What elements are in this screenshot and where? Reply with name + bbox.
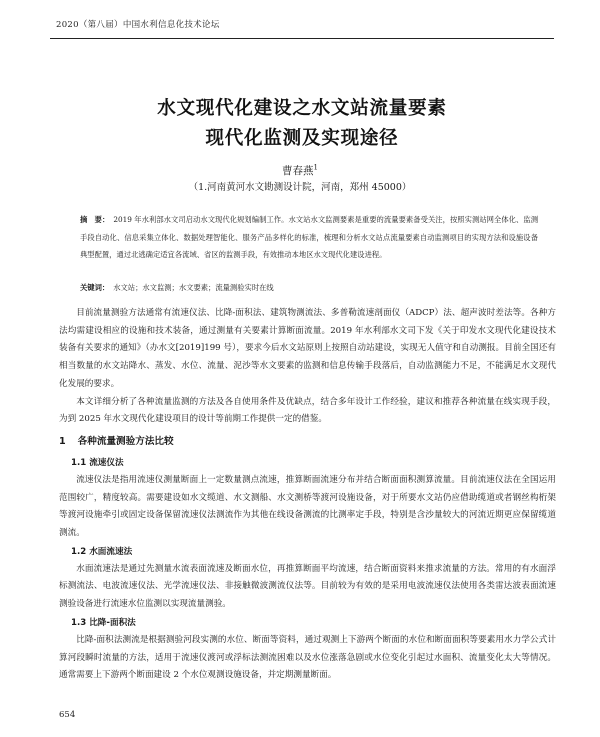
subsection-paragraph-1-1: 流速仪法是指用流速仪测量断面上一定数量测点流速，推算断面流速分布并结合断面面积测算流量。目前流速仪法在全国运用范围较广，精度较高。需要建设如水文缆道、水文测船、水文测桥等渡河设施设备，对于所要水文站仍应借助缆道或者钢丝构桁架等渡河设施牵引或固定设备保留流速仪法测流作为其他在线设备测流的比测率定手段，特别是含沙量较大的河流近期更应保留缆道测流。	[59, 474, 556, 539]
subsection-paragraph-1-2: 水面流速法是通过先测量水流表面流速及断面水位，再推算断面平均流速，结合断面资料来推求流量的方法。常用的有水面浮标测流法、电波流速仪法、光学流速仪法、非接触微波测流仪法等。目前较为有效的是采用电波流速仪法使用各类雷达波表面流速测验设备进行流速水位监测以实现流量测验。	[59, 563, 556, 610]
author-name: 曹春燕	[282, 165, 314, 177]
intro-paragraph-1: 目前流量测验方法通常有流速仪法、比降-面积法、建筑物测流法、多普勒流速剖面仪（ADCP）法、超声波时差法等。各种方法均需建设相应的设施和技术装备，通过测量有关要素计算断面流量。2019 年水利部水文司下发《关于印发水文现代化建设技术装备有关要求的通知》（办水文[2019]199 号），要求今后水文站原则上按照自动站建设，实现无人值守和自动测报。目前全国还有相当数量的水文站降水、蒸发、水位、流量、泥沙等水文要素的监测和信息传输手段落后，自动监测能力不足，不能满足水文现代化发展的要求。	[59, 308, 556, 389]
subsection-heading-1-2: 1.2 水面流速法	[71, 546, 133, 557]
paper-title-line-2: 现代化监测及实现途径	[205, 128, 399, 149]
page-number: 654	[59, 710, 76, 720]
section-number: 1	[59, 435, 66, 447]
abstract	[80, 211, 538, 264]
paper-title-line-1: 水文现代化建设之水文站流量要素	[157, 98, 447, 119]
keywords	[80, 281, 538, 295]
section-heading-1	[59, 432, 556, 451]
author-affiliation-mark: 1	[313, 163, 318, 172]
abstract-text: 2019 年水利部水文司启动水文现代化规划编制工作。水文站水文监测要素是重要的流量要素备受关注，按照实测站网全体化、监测手段自动化、信息采集立体化、数据处理智能化、服务产品多样化的标准，梳理和分析水文站点流量要素自动监测项目的实现方法和设施设备典型配置，通过北逃确定适宜各流域、省区的监测手段，有效推动本地区水文现代化建设进程。	[80, 215, 539, 259]
subsection-heading-1-3: 1.3 比降-面积法	[71, 617, 136, 628]
header-rule	[50, 38, 554, 39]
keywords-label: 关键词：	[80, 283, 110, 292]
intro-paragraph-2: 本文详细分析了各种流量监测的方法及各自使用条件及优缺点，结合多年设计工作经验，建议和推荐各种流量在线实现手段，为到 2025 年水文现代化建设项目的设计等前期工作提供一定的借鉴。	[59, 396, 556, 425]
section-title: 各种流量测验方法比较	[77, 435, 174, 447]
running-head: 2020（第八届）中国水利信息化技术论坛	[56, 20, 220, 30]
author	[0, 163, 600, 178]
abstract-label: 摘 要：	[80, 215, 110, 224]
body-text	[59, 305, 556, 685]
subsection-paragraph-1-3: 比降-面积法测流是根据测验河段实测的水位、断面等资料，通过观测上下游两个断面的水位和断面面积等要素用水力学公式计算河段瞬时流量的方法，适用于流速仪渡河或浮标法测流困难以及水位涨落急剧或水位变化引起过水面积、流量变化太大等情况。通常需要上下游两个断面建设 2 个水位观测设施设备，并定期测量断面。	[59, 634, 556, 681]
keywords-text: 水文站；水文监测；水文要素；流量测验实时在线	[113, 283, 274, 292]
subsection-heading-1-1: 1.1 流速仪法	[71, 457, 124, 468]
affiliation: （1.河南黄河水文勘测设计院，河南，郑州 45000）	[188, 182, 412, 193]
